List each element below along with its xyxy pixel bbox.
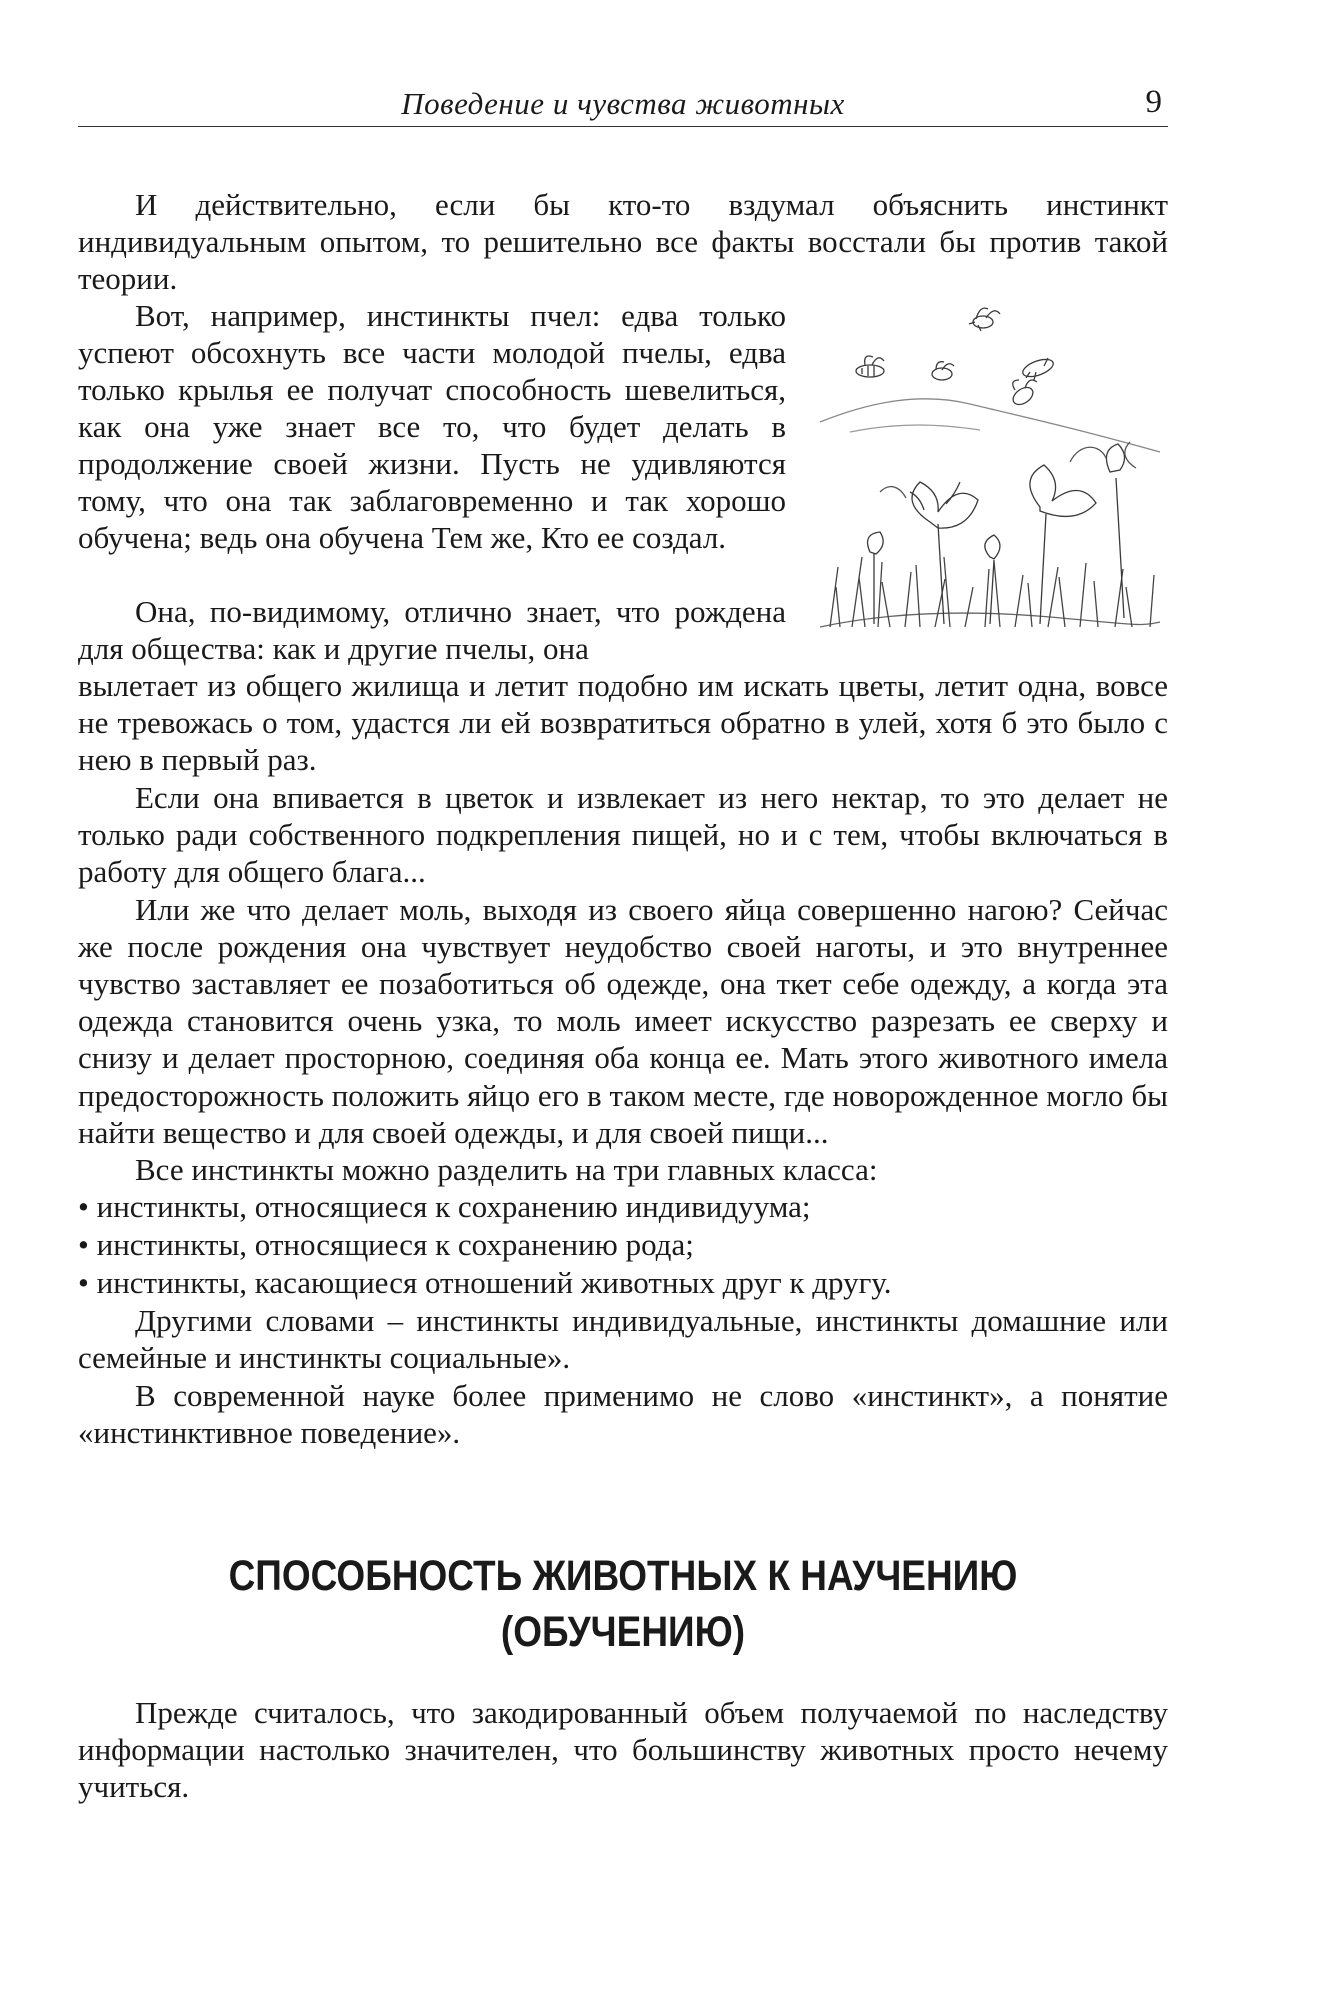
paragraph-7: Другими словами – инстинкты индивидуальные, инстинкты домашние или семейные и инстинкты социальные». bbox=[78, 1303, 1168, 1376]
section-heading-line-2: (ОБУЧЕНИЮ) bbox=[500, 1608, 746, 1656]
list-item: • инстинкты, относящиеся к сохранению индивидуума; bbox=[78, 1189, 811, 1225]
list-item: • инстинкты, относящиеся к сохранению рода; bbox=[78, 1227, 694, 1263]
section-heading bbox=[154, 1548, 1091, 1660]
flower-icon bbox=[868, 444, 1125, 624]
paragraph-3-end: вылетает из общего жилища и летит подобно им искать цветы, летит одна, вовсе не тревожась о том, удастся ли ей возвратиться обратно в улей, хотя б это было с нею в первый раз. bbox=[78, 668, 1168, 777]
page-number: 9 bbox=[1145, 84, 1162, 120]
bee-icon bbox=[856, 356, 884, 377]
bee-icon bbox=[932, 362, 954, 380]
bees-flowers-illustration bbox=[810, 292, 1170, 637]
flower-icon bbox=[910, 482, 978, 624]
body-text-lower bbox=[78, 779, 1168, 1451]
paragraph-2: Вот, например, инстинкты пчел: едва только успеют обсохнуть все части молодой пчелы, едва только крылья ее получат способность шевелиться, как она уже знает все то, что будет делать в продолжение своей жизни. Пусть не удивляются тому, что она так заблаговременно и так хорошо обучена; ведь она обучена Тем же, Кто ее создал. bbox=[78, 298, 786, 555]
section-heading-line-1: СПОСОБНОСТЬ ЖИВОТНЫХ К НАУЧЕНИЮ bbox=[228, 1552, 1018, 1600]
paragraph-5: Или же что делает моль, выходя из своего яйца совершенно нагою? Сейчас же после рождения она чувствует неудобство своей наготы, и это внутреннее чувство заставляет ее позаботиться об одежде, она ткет себе одежду, а когда эта одежда становится очень узка, то моль имеет искусство разрезать ее сверху и снизу и делает просторною, соединяя оба конца ее. Мать этого животного имела предосторожность положить яйцо его в таком месте, где новорожденное могло бы найти вещество и для своей одежды, и для своей пищи... bbox=[78, 891, 1168, 1150]
running-title: Поведение и чувства животных bbox=[401, 86, 845, 121]
paragraph-4: Если она впивается в цветок и извлекает из него нектар, то это делает не только ради собственного подкрепления пищей, но и с тем, чтобы включаться в работу для общего блага... bbox=[78, 780, 1168, 890]
paragraph-1: И действительно, если бы кто-то вздумал объяснить инстинкт индивидуальным опытом, то решительно все факты восстали бы против такой теории. bbox=[78, 187, 1168, 296]
paragraph-6: Все инстинкты можно разделить на три главных класса: bbox=[135, 1152, 878, 1188]
section-paragraph-1: Прежде считалось, что закодированный объем получаемой по наследству информации настолько значителен, что большинству животных просто нечему учиться. bbox=[78, 1695, 1168, 1804]
list-item: • инстинкты, касающиеся отношений животных друг к другу. bbox=[78, 1265, 892, 1301]
bee-icon bbox=[969, 308, 1000, 331]
instinct-classes-list bbox=[78, 1188, 1168, 1302]
flower-icon bbox=[1030, 465, 1096, 624]
paragraph-8: В современной науке более применимо не слово «инстинкт», а понятие «инстинктивное поведение». bbox=[78, 1377, 1168, 1450]
bee-icon bbox=[1021, 356, 1056, 380]
bee-icon bbox=[1010, 380, 1037, 408]
paragraph-3-start: Она, по-видимому, отлично знает, что рождена для общества: как и другие пчелы, она bbox=[78, 594, 786, 666]
page-header bbox=[78, 78, 1168, 127]
